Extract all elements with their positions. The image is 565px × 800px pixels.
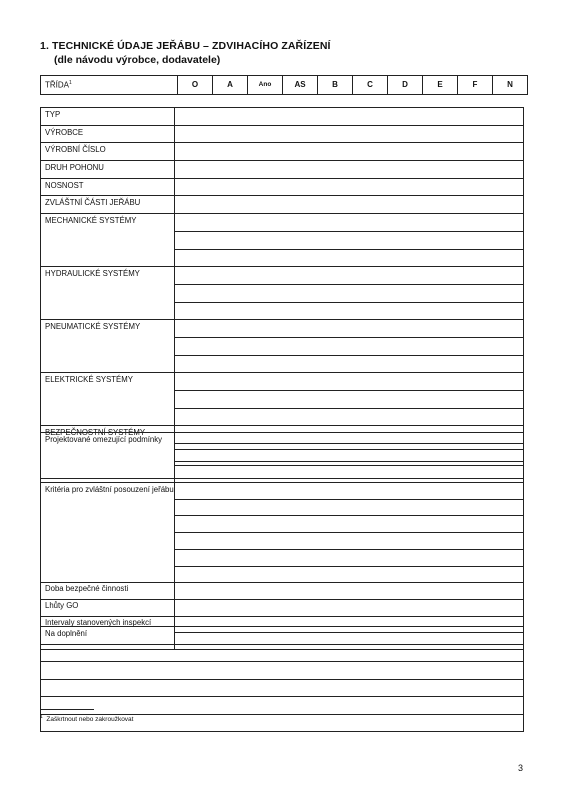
group-label-hydraulic: HYDRAULICKÉ SYSTÉMY bbox=[41, 267, 175, 285]
input-pneumatic-3[interactable] bbox=[175, 355, 524, 373]
input-safe-life[interactable] bbox=[175, 583, 524, 600]
row-label-safe-life: Doba bezpečné činnosti bbox=[41, 583, 175, 600]
row-label-design-limits: Projektované omezující podmínky bbox=[41, 433, 175, 483]
input-manufacturer[interactable] bbox=[175, 125, 524, 143]
input-deadlines[interactable] bbox=[175, 599, 524, 616]
input-criteria-2[interactable] bbox=[175, 499, 524, 516]
input-hydraulic-1[interactable] bbox=[175, 267, 524, 285]
input-criteria-3[interactable] bbox=[175, 516, 524, 533]
row-label-drive-type: DRUH POHONU bbox=[41, 161, 175, 179]
row-label-capacity: NOSNOST bbox=[41, 178, 175, 196]
class-table bbox=[40, 75, 528, 95]
footnote-divider bbox=[40, 709, 94, 710]
page-number: 3 bbox=[518, 763, 524, 773]
notes-label: Na doplnění bbox=[41, 627, 524, 645]
input-mechanical-3[interactable] bbox=[175, 249, 524, 267]
class-option-b[interactable]: B bbox=[318, 76, 353, 95]
row-label-inspection-intervals: Intervaly stanovených inspekcí bbox=[41, 616, 175, 649]
notes-line-1[interactable] bbox=[41, 644, 524, 662]
input-criteria-1[interactable] bbox=[175, 483, 524, 500]
row-label-type: TYP bbox=[41, 108, 175, 126]
section-heading: 1. TECHNICKÉ ÚDAJE JEŘÁBU – ZDVIHACÍHO ZAŘÍZENÍ bbox=[40, 40, 331, 52]
input-design-limits-1[interactable] bbox=[175, 433, 524, 450]
group-label-pneumatic: PNEUMATICKÉ SYSTÉMY bbox=[41, 320, 175, 338]
input-drive-type[interactable] bbox=[175, 161, 524, 179]
input-mechanical-2[interactable] bbox=[175, 231, 524, 249]
input-special-parts[interactable] bbox=[175, 196, 524, 214]
class-label: TŘÍDA$^1$ bbox=[41, 76, 178, 95]
class-option-e[interactable]: E bbox=[423, 76, 458, 95]
input-hydraulic-3[interactable] bbox=[175, 302, 524, 320]
input-pneumatic-2[interactable] bbox=[175, 337, 524, 355]
input-electrical-3[interactable] bbox=[175, 408, 524, 426]
row-label-special-parts: ZVLÁŠTNÍ ČÁSTI JEŘÁBU bbox=[41, 196, 175, 214]
group-label-electrical: ELEKTRICKÉ SYSTÉMY bbox=[41, 373, 175, 391]
input-mechanical-1[interactable] bbox=[175, 214, 524, 232]
group-label-mechanical: MECHANICKÉ SYSTÉMY bbox=[41, 214, 175, 232]
class-option-o[interactable]: O bbox=[178, 76, 213, 95]
input-pneumatic-1[interactable] bbox=[175, 320, 524, 338]
input-design-limits-2[interactable] bbox=[175, 449, 524, 466]
input-criteria-5[interactable] bbox=[175, 549, 524, 566]
input-criteria-6[interactable] bbox=[175, 566, 524, 583]
row-label-manufacturer: VÝROBCE bbox=[41, 125, 175, 143]
technical-data-table bbox=[40, 107, 524, 479]
section-subheading: (dle návodu výrobce, dodavatele) bbox=[54, 54, 221, 66]
limits-table bbox=[40, 432, 524, 650]
footnote: $^1$ Zaškrtnout nebo zakroužkovat bbox=[40, 714, 134, 724]
input-type[interactable] bbox=[175, 108, 524, 126]
input-hydraulic-2[interactable] bbox=[175, 284, 524, 302]
group-label-safety: BEZPEČNOSTNÍ SYSTÉMY bbox=[41, 426, 175, 444]
class-option-c[interactable]: C bbox=[353, 76, 388, 95]
class-option-ano[interactable]: Ano bbox=[248, 76, 283, 95]
class-option-d[interactable]: D bbox=[388, 76, 423, 95]
class-option-f[interactable]: F bbox=[458, 76, 493, 95]
class-option-n[interactable]: N bbox=[493, 76, 528, 95]
input-electrical-2[interactable] bbox=[175, 391, 524, 409]
input-design-limits-3[interactable] bbox=[175, 466, 524, 483]
row-label-serial-number: VÝROBNÍ ČÍSLO bbox=[41, 143, 175, 161]
class-option-as[interactable]: AS bbox=[283, 76, 318, 95]
row-label-deadlines: Lhůty GO bbox=[41, 599, 175, 616]
input-electrical-1[interactable] bbox=[175, 373, 524, 391]
notes-line-2[interactable] bbox=[41, 662, 524, 680]
row-label-criteria: Kritéria pro zvláštní posouzení jeřábu bbox=[41, 483, 175, 583]
notes-line-4[interactable] bbox=[41, 697, 524, 715]
notes-line-3[interactable] bbox=[41, 679, 524, 697]
input-capacity[interactable] bbox=[175, 178, 524, 196]
input-serial-number[interactable] bbox=[175, 143, 524, 161]
class-option-a[interactable]: A bbox=[213, 76, 248, 95]
input-criteria-4[interactable] bbox=[175, 533, 524, 550]
